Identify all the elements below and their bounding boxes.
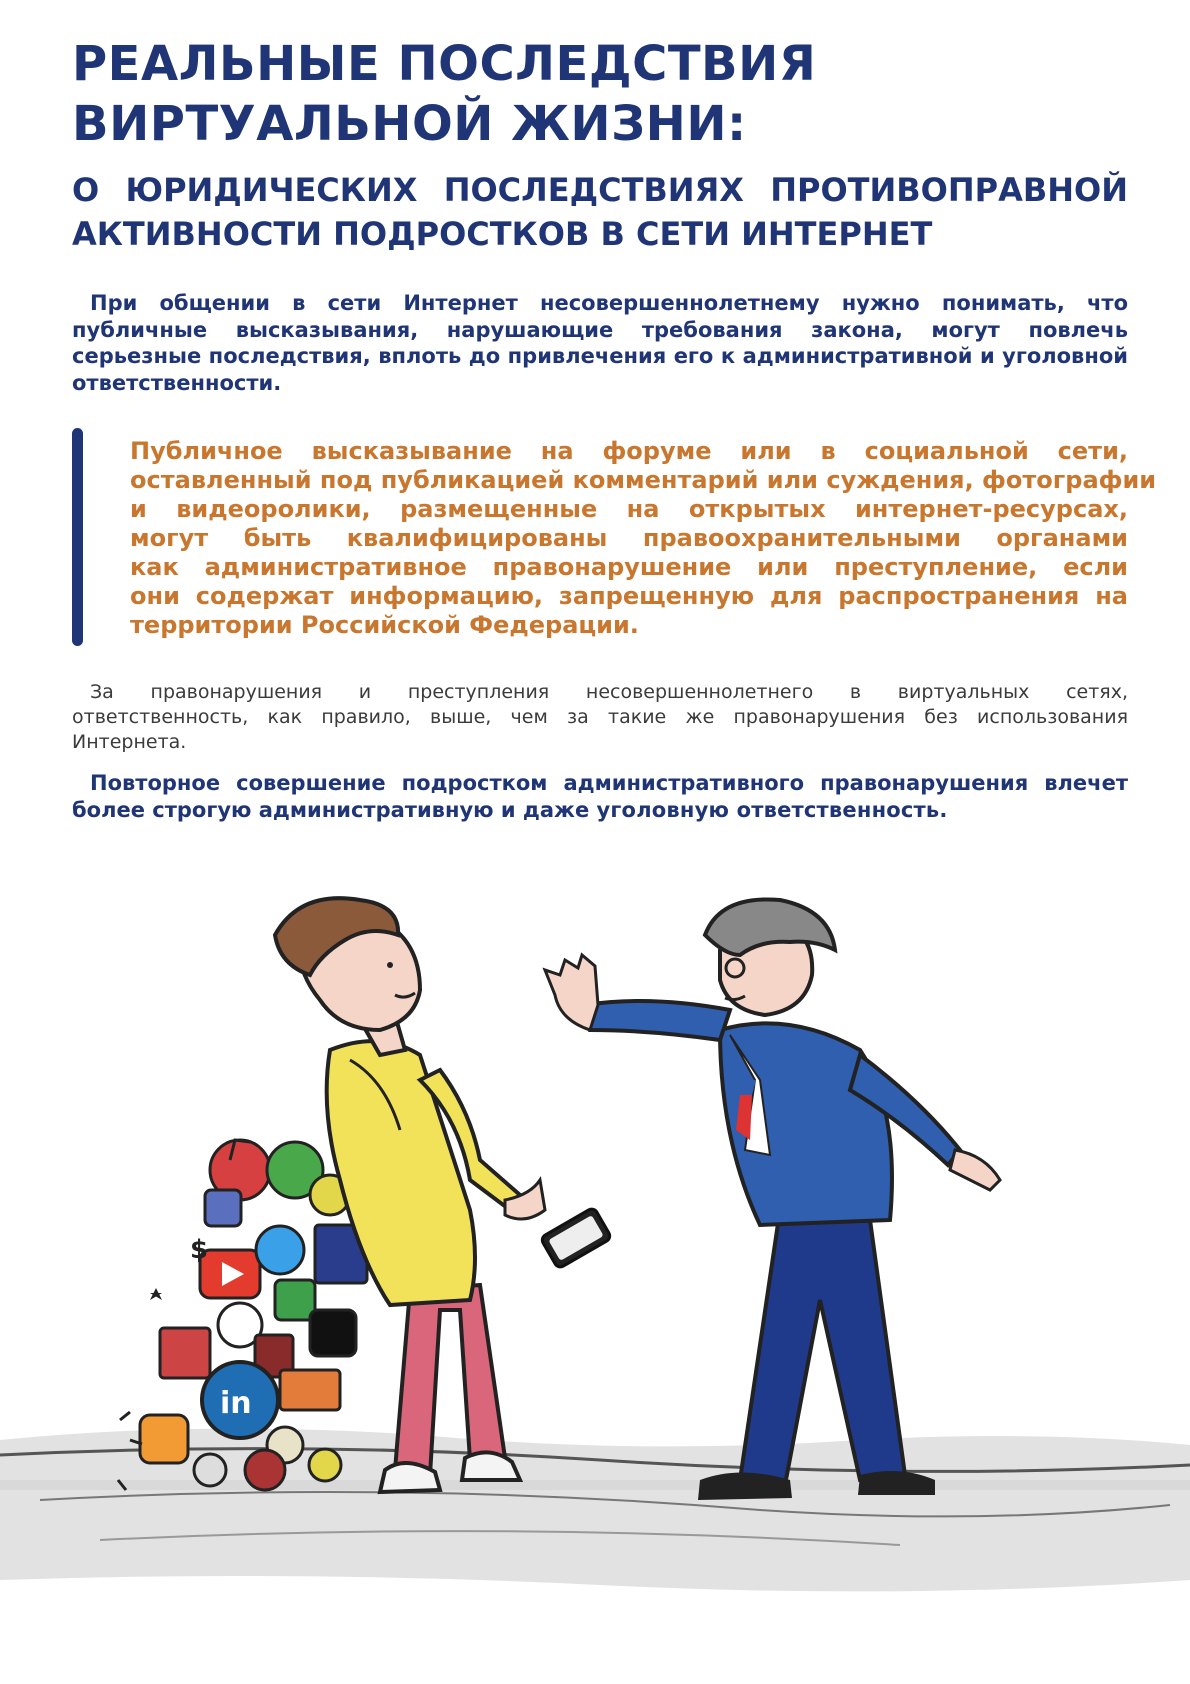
quote-line: оставленный под публикацией комментарий или суждения, фотографии <box>130 466 1157 494</box>
quote-line: территории Российской Федерации. <box>130 611 639 639</box>
tiktok-icon <box>310 1310 356 1356</box>
quote-accent-bar <box>72 428 83 646</box>
paragraph-line: ответственность, как правило, выше, чем за такие же правонарушения без использования <box>72 706 1128 728</box>
intro-line: серьезные последствия, вплоть до привлечения его к административной и уголовной <box>72 344 1128 368</box>
subtitle-line-1: О ЮРИДИЧЕСКИХ ПОСЛЕДСТВИЯХ ПРОТИВОПРАВНОЙ <box>72 171 1128 209</box>
responsibility-paragraph <box>72 680 1128 755</box>
intro-paragraph <box>72 290 1128 396</box>
quote-line: как административное правонарушение или преступление, если <box>130 553 1128 581</box>
paragraph-text: более строгую административную и даже <box>72 798 597 822</box>
paragraph-line: За правонарушения и преступления несовершеннолетнего в виртуальных сетях, <box>90 681 1128 703</box>
page-title <box>72 34 1132 154</box>
intro-line: При общении в сети Интернет несовершеннолетнему нужно понимать, что <box>90 291 1128 315</box>
title-line-2: ВИРТУАЛЬНОЙ ЖИЗНИ: <box>72 96 747 152</box>
official-figure <box>545 899 1000 1500</box>
svg-text:$: $ <box>190 1235 209 1265</box>
svg-text:in: in <box>220 1386 252 1421</box>
falling-phone <box>540 1207 612 1269</box>
quote-line: Публичное высказывание на форуме или в социальной сети, <box>130 437 1128 465</box>
odnoklassniki-icon <box>140 1415 188 1463</box>
repeat-offense-paragraph <box>72 770 1128 824</box>
quote-line: могут быть квалифицированы правоохранительными органами <box>130 524 1128 552</box>
paragraph-line: Интернета. <box>72 731 187 753</box>
highlight-quote <box>130 437 1157 640</box>
page-subtitle <box>72 168 1128 256</box>
cartoon-illustration <box>0 880 1190 1684</box>
paragraph-line <box>72 797 1128 824</box>
quote-line: они содержат информацию, запрещенную для распространения на <box>130 582 1128 610</box>
intro-line: ответственности. <box>72 370 282 395</box>
quote-line: и видеоролики, размещенные на открытых интернет-ресурсах, <box>130 495 1128 523</box>
twitter-icon <box>256 1226 304 1274</box>
title-line-1: РЕАЛЬНЫЕ ПОСЛЕДСТВИЯ <box>72 36 817 92</box>
subtitle-line-2: АКТИВНОСТИ ПОДРОСТКОВ В СЕТИ ИНТЕРНЕТ <box>72 215 933 253</box>
intro-line: публичные высказывания, нарушающие требования закона, могут повлечь <box>72 317 1128 342</box>
paragraph-line: Повторное совершение подростком административного правонарушения влечет <box>90 771 1128 795</box>
criminal-liability-emphasis: уголовную ответственность. <box>596 798 948 822</box>
